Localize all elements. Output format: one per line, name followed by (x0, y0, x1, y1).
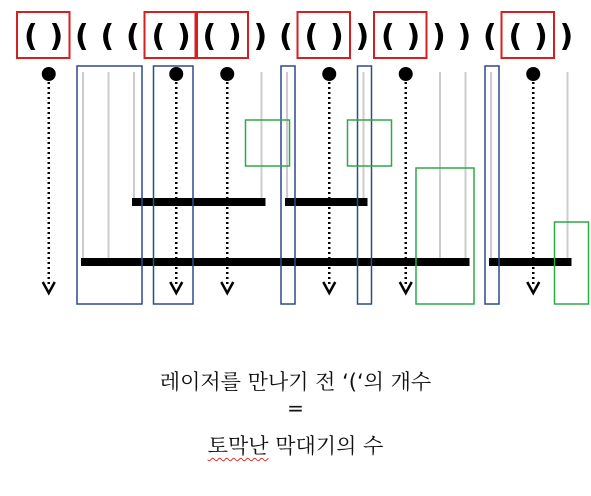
paren-21: ) (559, 19, 574, 54)
caption-underlined-word: 토막난 (207, 434, 269, 458)
paren-1: ) (49, 19, 64, 54)
paren-5: ( (151, 19, 166, 54)
paren-14: ( (381, 19, 395, 54)
paren-18: ( (483, 19, 497, 54)
laser-dot-6 (526, 67, 540, 81)
paren-9: ) (253, 19, 268, 54)
stick-end-box-2 (348, 120, 392, 166)
paren-16: ) (432, 19, 446, 54)
laser-dot-3 (220, 67, 234, 81)
paren-10: ( (279, 19, 293, 54)
paren-4: ( (126, 19, 140, 54)
caption-line-3-rest: 막대기의 수 (268, 434, 384, 458)
paren-15: ) (406, 19, 421, 54)
paren-8: ) (228, 19, 242, 54)
laser-dot-1 (42, 67, 56, 81)
paren-3: ( (100, 19, 115, 54)
caption-line-3 (0, 430, 591, 460)
stick-end-box-1 (246, 120, 290, 166)
caption-equals (0, 396, 591, 420)
paren-11: ( (304, 19, 319, 54)
paren-19: ( (508, 19, 523, 54)
laser-dot-4 (322, 67, 336, 81)
open-count-box-2 (154, 66, 194, 304)
paren-0: ( (24, 19, 38, 54)
paren-20: ) (534, 19, 548, 54)
laser-dot-5 (399, 67, 413, 81)
paren-7: ( (202, 19, 217, 54)
caption-line-1-text: 레이저를 만나기 전 ‘(‘의 개수 (159, 370, 432, 394)
paren-12: ) (330, 19, 344, 54)
paren-17: ) (457, 19, 472, 54)
paren-13: ) (355, 19, 370, 54)
paren-6: ) (177, 19, 191, 54)
caption-line-1 (0, 366, 591, 396)
paren-2: ( (75, 19, 89, 54)
caption-equals-sign: = (287, 396, 304, 420)
laser-dot-2 (169, 67, 183, 81)
